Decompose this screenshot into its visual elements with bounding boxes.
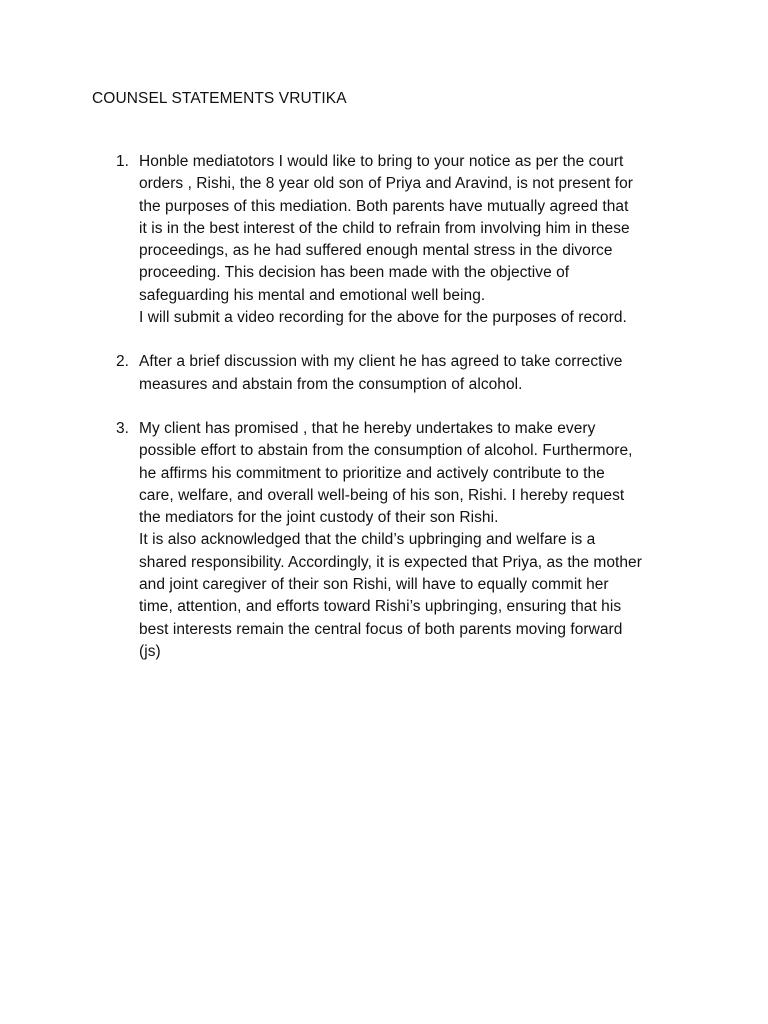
paragraph-line: it is in the best interest of the child to refrain from involving him in these xyxy=(139,219,630,237)
paragraph-line: Honble mediatotors I would like to bring to your notice as per the court xyxy=(139,153,624,170)
paragraph-line: best interests remain the central focus of both parents moving forward xyxy=(139,620,623,638)
paragraph-line: and joint caregiver of their son Rishi, will have to equally commit her xyxy=(139,576,609,594)
list-item-number: 1. xyxy=(116,153,129,170)
paragraph-line: It is also acknowledged that the child’s upbringing and welfare is a xyxy=(139,531,596,549)
list-item xyxy=(110,151,690,329)
paragraph-line: measures and abstain from the consumption of alcohol. xyxy=(139,375,523,393)
statement-list xyxy=(110,151,690,663)
paragraph-line: proceedings, as he had suffered enough mental stress in the divorce xyxy=(139,242,613,260)
list-item-number: 3. xyxy=(116,419,129,437)
list-item xyxy=(110,351,690,396)
paragraph-line: safeguarding his mental and emotional well being. xyxy=(139,286,486,304)
paragraph-line: (js) xyxy=(139,642,161,660)
paragraph-line: care, welfare, and overall well-being of his son, Rishi. I hereby request xyxy=(139,486,625,504)
list-item xyxy=(110,418,690,663)
paragraph-line: proceeding. This decision has been made with the objective of xyxy=(139,264,570,282)
paragraph-line: orders , Rishi, the 8 year old son of Priya and Aravind, is not present for xyxy=(139,175,633,193)
paragraph-line: I will submit a video recording for the above for the purposes of record. xyxy=(139,309,627,327)
paragraph-line: possible effort to abstain from the consumption of alcohol. Furthermore, xyxy=(139,442,633,460)
document-title: COUNSEL STATEMENTS VRUTIKA xyxy=(92,90,347,107)
paragraph-line: he affirms his commitment to prioritize and actively contribute to the xyxy=(139,464,605,482)
paragraph-line: shared responsibility. Accordingly, it is expected that Priya, as the mother xyxy=(139,553,642,571)
paragraph-line: the purposes of this mediation. Both parents have mutually agreed that xyxy=(139,197,629,215)
paragraph-line: After a brief discussion with my client he has agreed to take corrective xyxy=(139,353,623,371)
paragraph-line: My client has promised , that he hereby undertakes to make every xyxy=(139,419,596,437)
paragraph-line: time, attention, and efforts toward Rishi’s upbringing, ensuring that his xyxy=(139,598,622,616)
paragraph-line: the mediators for the joint custody of their son Rishi. xyxy=(139,509,499,527)
list-item-number: 2. xyxy=(116,353,129,371)
